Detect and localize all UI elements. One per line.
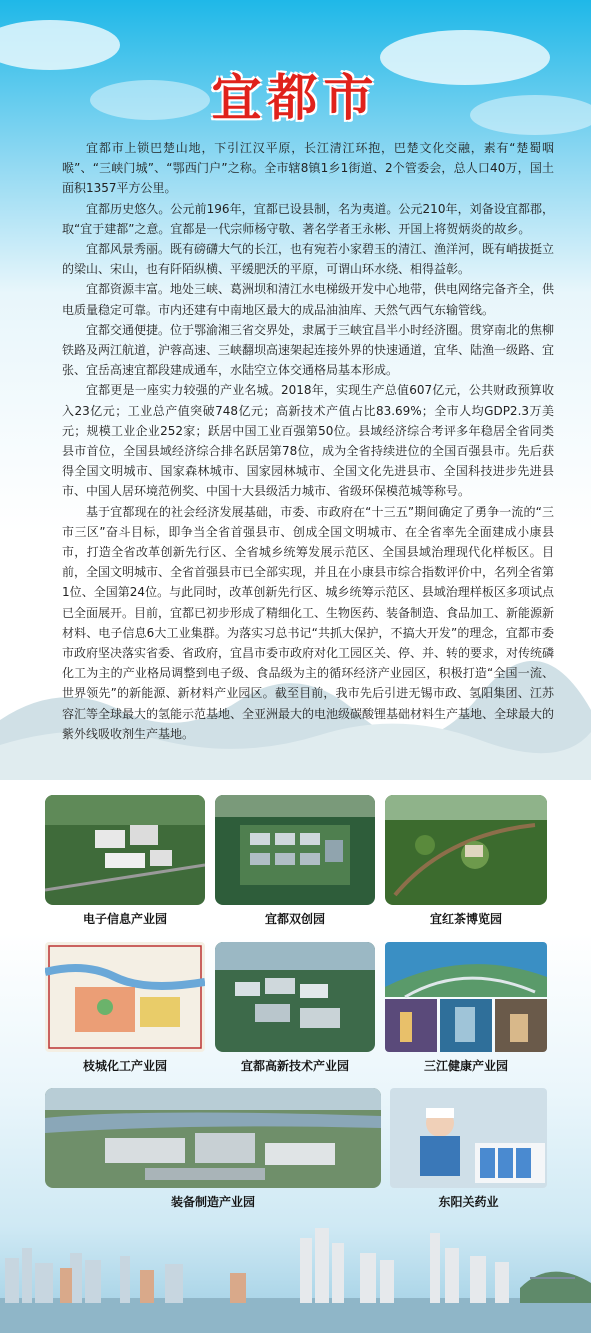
paragraph: 基于宜都现在的社会经济发展基础，市委、市政府在“十三五”期间确定了勇争一流的“三市三区”奋斗目标，即争当全省首强县市、创成全国文明城市、在全省率先全面建成小康县市，打造全省改革创新先行区、全省城乡统筹发展示范区、全国县域治理现代化样板区。目前，全国文明城市、全省首强县市已全部实现，并且在小康县市综合指数评价中，名列全省第1位、全国第24位。与此同时，改革创新先行区、城乡统筹示范区、县域治理样板区多项试点已全面展开。目前，宜都已初步形成了精细化工、生物医药、装备制造、食品加工、新能源新材料、电子信息6大工业集群。为落实习总书记“共抓大保护，不搞大开发”的理念，宜都市委市政府坚决落实省委、省政府，宜昌市委市政府对化工园区关、停、并、转的要求，对传统磷化工为主的产业格局调整到电子级、食品级为主的循环经济产业园区，积极打造“全国一流、世界领先”的新能源、新材料产业园区。截至目前，我市先后引进无锡市政、氢阳集团、江苏容汇等全球最大的氢能示范基地、全亚洲最大的电池级碳酸锂基础材料生产基地、全球最大的紫外线吸收剂生产基地。: [62, 504, 555, 741]
paragraph: 宜都风景秀丽。既有磅礴大气的长江，也有宛若小家碧玉的清江、渔洋河，既有峭拔挺立的梁山、宋山，也有阡陌纵横、平缓肥沃的平原，可谓山环水绕、相得益彰。: [62, 242, 555, 277]
gallery-caption: 宜都双创园: [264, 912, 325, 926]
tea-garden-photo: [385, 795, 547, 905]
paragraph: 宜都历史悠久。公元前196年，宜都已设县制，名为夷道。公元210年，刘备设宜都郡，取“宜于建都”之意。宜都是一代宗师杨守敬、著名学者王永彬、开国上将贺炳炎的故乡。: [62, 201, 554, 236]
park-map-photo: [45, 942, 205, 1052]
paragraph: 宜都市上锁巴楚山地，下引江汉平原，长江清江环抱，巴楚文化交融，素有“楚蜀咽喉”、“三峡门城”、“鄂西门户”之称。全市辖8镇1乡1街道、2个管委会，总人口40万，国土面积1357平方公里。: [62, 141, 554, 196]
riverside-city-photo: [385, 942, 547, 1052]
factory-aerial-photo: [45, 1088, 381, 1188]
paragraph: 宜都更是一座实力较强的产业名城。2018年，实现生产总值607亿元，公共财政预算收入23亿元；工业总产值突破748亿元；高新技术产值占比83.69%；全市人均GDP2.3万美元；规模工业企业252家；跃居中国工业百强第50位。县域经济综合考评多年稳居全省同类县市首位，全国县域经济综合排名跃居第78位，成为全省持续进位的全国百强县市。先后获得全国文明城市、国家森林城市、国家园林城市、全国文化先进县市、全国科技进步先进县市、中国人居环境范例奖、中国十大县级活力城市、省级环保模范城等称号。: [62, 383, 554, 499]
gallery-caption: 电子信息产业园: [82, 912, 167, 926]
gallery-caption: 宜红茶博览园: [429, 912, 502, 926]
gallery-caption: 东阳关药业: [438, 1195, 499, 1209]
industrial-park-photo: [45, 795, 205, 905]
body-text: [62, 138, 554, 744]
city-skyline: [0, 1198, 591, 1333]
aerial-park-photo: [215, 795, 375, 905]
hitech-park-photo: [215, 942, 375, 1052]
gallery-caption: 装备制造产业园: [170, 1195, 255, 1209]
gallery-caption: 枝城化工产业园: [82, 1059, 167, 1073]
pharma-worker-photo: [390, 1088, 547, 1188]
paragraph: 宜都交通便捷。位于鄂渝湘三省交界处，隶属于三峡宜昌半小时经济圈。贯穿南北的焦柳铁路及两江航道，沪蓉高速、三峡翻坝高速架起连接外界的快速通道，宜华、陆渔一级路、宜张、宜岳高速宜都段建成通车，水陆空立体交通格局基本形成。: [62, 322, 555, 378]
page-title: 宜都市: [211, 68, 380, 127]
gallery-caption: 宜都高新技术产业园: [240, 1059, 349, 1073]
paragraph: 宜都资源丰富。地处三峡、葛洲坝和清江水电梯级开发中心地带，供电网络完备齐全，供电质量稳定可靠。市内还建有中南地区最大的成品油油库、天然气西气东输管线。: [62, 282, 555, 317]
gallery-caption: 三江健康产业园: [423, 1059, 508, 1073]
